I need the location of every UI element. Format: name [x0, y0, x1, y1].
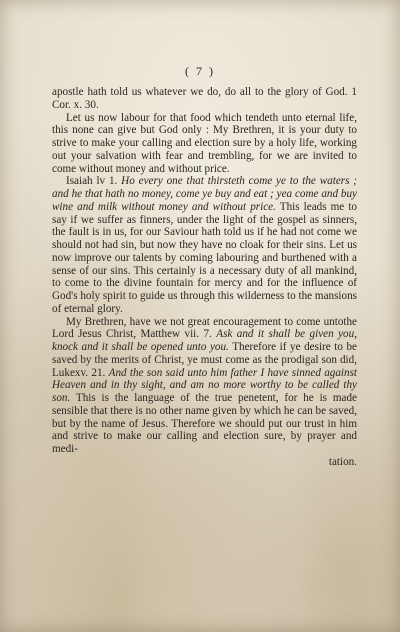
paragraph-3 — [52, 175, 357, 315]
paragraph-2-text: Let us now labour for that food which tendeth unto eternal life, this none can give but God only : My Brethren, it is your duty to strive to make your calling and election sure by a holy life, working out your salvation with fear and trembling, for we are invited to come without money and without price. — [52, 111, 357, 175]
paragraph-4-text-2: Therefore if ye desire to be saved by the merits of Christ, ye must come as the prodigal son did, Lukexv. 21. — [52, 341, 357, 379]
paragraph-1 — [52, 86, 357, 112]
paragraph-3-quotation: Ho every one that thirsteth come ye to the waters ; and he that hath no money, come ye buy and eat ; yea come and buy wine and milk without money and without price. — [52, 175, 357, 213]
paragraph-2 — [52, 112, 357, 176]
paragraph-1-text: apostle hath told us whatever we do, do all to the glory of God. 1 Cor. x. 30. — [52, 86, 357, 111]
paragraph-3-text: This leads me to say if we suffer as finners, under the light of the gospel as sinners, the fault is in us, for our Saviour hath told us if he had not come we should not had sin, but now they have no cloak for their sins. Let us now improve our talents by coming labouring and burthened with a sense of our sins. This certainly is a necessary duty of all mankind, to come to the divine fountain for mercy and for the influence of God's holy spirit to guide us through this wilderness to the mansions of eternal glory. — [52, 200, 358, 315]
page-number: ( 7 ) — [185, 64, 215, 78]
paragraph-4-text-3: This is the language of the true penetent, for he is made sensible that there is no other name given by which he can be saved, but by the name of Jesus. Therefore we should put our trust in him and strive to make our calling and election sure, by prayer and medi- — [52, 392, 357, 455]
paragraph-4-last-line: tation. — [328, 455, 357, 468]
paragraph-4-quotation-1: Ask and it shall be given you, knock and it shall be opened unto you. — [52, 328, 357, 353]
paragraph-4-text-1: My Brethren, have we not great encouragement to come untothe Lord Jesus Christ, Matthew vii. 7. — [52, 315, 357, 341]
body-text — [52, 86, 357, 469]
paragraph-3-reference: Isaiah lv 1. — [66, 175, 118, 188]
paragraph-4-quotation-2: And the son said unto him father I have sinned against Heaven and in thy sight, and am no more worthy to be called thy son. — [52, 366, 358, 404]
paragraph-4 — [52, 316, 357, 469]
